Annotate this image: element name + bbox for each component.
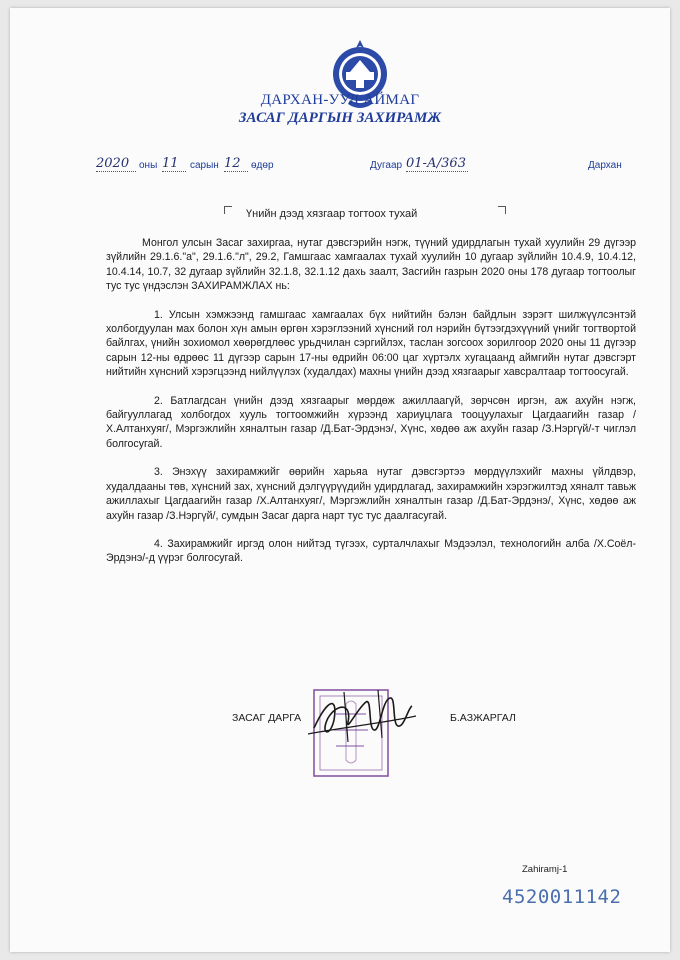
subject-bracket-left [224, 206, 232, 214]
date-year: 2020 [96, 156, 136, 172]
date-year-label: оны [139, 160, 158, 171]
date-month: 11 [162, 156, 186, 172]
order-item-1: 1. Улсын хэмжээнд гамшгаас хамгаалах бүх нийтийн бэлэн байдлын зэрэгт шилжүүлсэнтэй холбогдуулан мах болон хүн амын өргөн хэрэглээний хүнсний гол нэрийн бүтээгдэхүүний үнийг тогтвортой байлгах, үнийн зохиомол хөөрөгдлөөс урьдчилан сэргийлэх, таслан зогсоох зорилгоор 2020 оны 11 дүгээр сарын 12-ны өдрөөс 11 дүгээр сарын 17-ны өдрийн 06:00 цаг хүртэлх хугацаанд аймгийн нутаг дэвсгэрт нийтийн хүнсний хэрэгцээнд нийлүүлэх (худалдах) махны үнийн дээд хязгаарыг хавсралтаар тогтоосугай. [106, 308, 636, 379]
preamble-paragraph: Монгол улсын Засаг захиргаа, нутаг дэвсгэрийн нэгж, түүний удирдлагын тухай хуулийн 29 дүгээр зүйлийн 29.1.6."а", 29.1.6."л", 29.2, Гамшгаас хамгаалах тухай хуулийн 10 дугаар зүйлийн 10.4.9, 10.4.12, 10.4.14, 10.7, 32 дугаар зүйлийн 32.1.8, 32.1.12 дахь заалт, Засгийн газрын 2020 оны 178 дугаар тогтоолыг тус тус үндэслэн ЗАХИРАМЖЛАХ нь: [106, 237, 636, 293]
city-name: Дархан [588, 160, 622, 171]
date-month-label: сарын [190, 160, 219, 171]
signatory-title: ЗАСАГ ДАРГА [232, 712, 302, 724]
document-page [10, 8, 670, 952]
date-day: 12 [224, 156, 248, 172]
document-subject: Үнийн дээд хязгаар тогтоох тухай [246, 208, 418, 220]
date-day-label: өдөр [251, 160, 274, 171]
number-label: Дугаар [370, 160, 403, 171]
order-item-2: 2. Батлагдсан үнийн дээд хязгаарыг мөрдөж ажиллаагүй, зөрчсөн иргэн, аж ахуйн нэгж, байгууллагад холбогдох хууль тогтоомжийн хүрээнд хариуцлага тооцуулахыг Цагдаагийн газар /Х.Алтанхуяг/, Мэргэжлийн хяналтын газар /Д.Бат-Эрдэнэ/, Хүнс, хөдөө аж ахуйн газар /З.Нэргүй/-т чиглэл болгосугай. [106, 394, 636, 450]
document-number: 01-А/363 [406, 156, 468, 172]
serial-number: 4520011142 [502, 886, 622, 908]
office-title: ЗАСАГ ДАРГЫН ЗАХИРАМЖ [238, 110, 442, 126]
template-code: Zahiramj-1 [522, 864, 568, 875]
order-item-4: 4. Захирамжийг иргэд олон нийтэд түгээх, сурталчлахыг Мэдээлэл, технологийн алба /Х.Соёл-Эрдэнэ/-д үүрэг болгосугай. [106, 537, 636, 565]
subject-bracket-right [498, 206, 506, 214]
handwritten-signature [308, 688, 418, 748]
signatory-name: Б.АЗЖАРГАЛ [450, 712, 516, 724]
order-item-3: 3. Энэхүү захирамжийг өөрийн харьяа нутаг дэвсгэртээ мөрдүүлэхийг махны үйлдвэр, худалдааны төв, хүнсний зах, хүнсний дэлгүүрүүдийн удирдлагад, захирамжийн хэрэгжилтэд хяналт тавьж ажиллахыг Цагдаагийн газар /Х.Алтанхуяг/, Мэргэжлийн хяналтын газар /Д.Бат-Эрдэнэ/, Хүнс, хөдөө аж ахуйн газар /З.Нэргүй/, сумдын Засаг дарга нарт тус тус даалгасугай. [106, 466, 636, 522]
document-body [106, 236, 636, 580]
aimag-title: ДАРХАН-УУЛ АЙМАГ [260, 92, 420, 108]
